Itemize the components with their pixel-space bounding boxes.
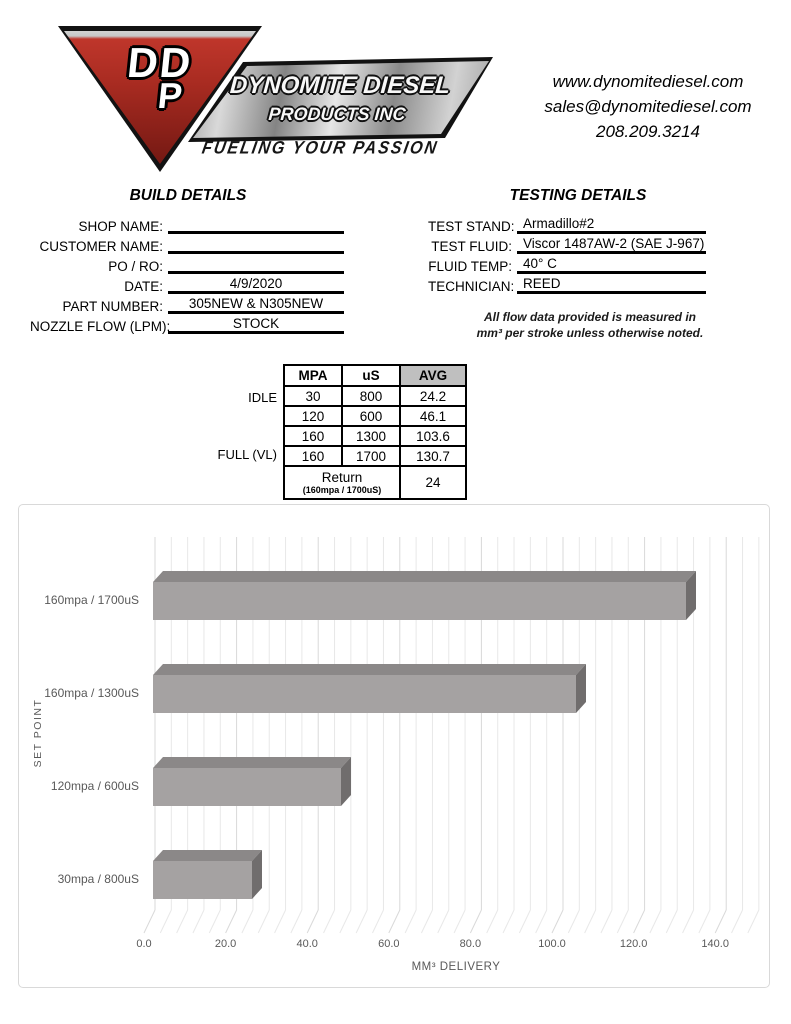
chart-bar-top-face [153,664,586,675]
row-label-idle: IDLE [248,390,277,405]
chart-x-tick: 0.0 [136,938,152,950]
chart-x-tick: 60.0 [378,938,400,950]
detail-row [428,254,728,274]
flow-table [283,364,467,500]
cell-avg: 130.7 [400,446,466,466]
chart-y-axis-label: SET POINT [32,698,44,768]
date-field: 4/9/2020 [168,276,344,294]
flow-table-section [217,364,467,500]
shop-name-label: SHOP NAME: [78,219,163,234]
return-label: Return [321,470,363,485]
chart-category-label: 30mpa / 800uS [57,872,139,886]
chart-x-tick: 120.0 [619,938,648,950]
table-row [284,406,466,426]
fluid-temp-label: FLUID TEMP: [428,259,512,274]
testing-details-title: TESTING DETAILS [509,187,647,204]
detail-row [428,214,728,234]
detail-row [30,254,346,274]
table-row [284,426,466,446]
table-row [284,446,466,466]
flow-table-row-labels [217,364,283,500]
logo-letter-p: P [155,75,185,116]
cell-mpa: 160 [284,446,342,466]
contact-website: www.dynomitediesel.com [552,72,744,91]
contact-email: sales@dynomitediesel.com [544,97,752,116]
detail-row [30,294,346,314]
header-us: uS [342,365,400,386]
return-sublabel: (160mpa / 1700uS) [302,485,382,495]
contact-phone: 208.209.3214 [596,122,700,141]
delivery-chart [18,504,770,988]
return-avg-cell: 24 [400,466,466,499]
cell-mpa: 160 [284,426,342,446]
flow-table-header-row [284,365,466,386]
table-return-row [284,466,466,499]
part-number-label: PART NUMBER: [62,299,163,314]
test-stand-label: TEST STAND: [428,219,515,234]
build-details-section [30,187,346,334]
chart-bar-top-face [153,571,696,582]
logo-company-suffix: PRODUCTS INC [267,104,407,124]
header-avg: AVG [400,365,466,386]
po-ro-label: PO / RO: [108,259,163,274]
test-fluid-label: TEST FLUID: [431,239,512,254]
nozzle-flow-field: STOCK [168,316,344,334]
chart-bar-top-face [153,850,262,861]
chart-bar [153,582,686,620]
logo-company-name: DYNOMITE DIESEL [229,72,452,99]
detail-row [30,234,346,254]
technician-field: REED [517,276,706,294]
chart-bar [153,675,576,713]
cell-avg: 24.2 [400,386,466,406]
cell-us: 1700 [342,446,400,466]
detail-row [30,214,346,234]
detail-row [428,274,728,294]
flow-data-note: All flow data provided is measured in mm³ per stroke unless otherwise noted. [476,310,704,340]
chart-x-tick: 40.0 [296,938,318,950]
chart-category-label: 120mpa / 600uS [50,779,139,793]
customer-name-label: CUSTOMER NAME: [39,239,163,254]
detail-row [428,234,728,254]
cell-mpa: 30 [284,386,342,406]
cell-mpa: 120 [284,406,342,426]
cell-avg: 103.6 [400,426,466,446]
chart-bar [153,861,252,899]
chart-x-tick: 80.0 [459,938,482,950]
contact-info [515,69,781,144]
row-label-full-vl: FULL (VL) [217,447,277,462]
test-fluid-field: Viscor 1487AW-2 (SAE J-967) [517,236,706,254]
chart-category-label: 160mpa / 1700uS [44,593,139,607]
date-label: DATE: [124,279,163,294]
cell-us: 1300 [342,426,400,446]
test-stand-field: Armadillo#2 [517,216,706,234]
table-row [284,386,466,406]
chart-x-axis-label: MM³ DELIVERY [411,961,501,973]
chart-x-tick: 140.0 [701,938,729,950]
chart-x-tick: 20.0 [214,938,237,950]
technician-label: TECHNICIAN: [428,279,515,294]
cell-avg: 46.1 [400,406,466,426]
chart-category-label: 160mpa / 1300uS [44,686,139,700]
logo-tagline: FUELING YOUR PASSION [200,138,440,158]
fluid-temp-field: 40° C [517,256,706,274]
build-details-title: BUILD DETAILS [129,187,247,204]
header-mpa: MPA [284,365,342,386]
part-number-field: 305NEW & N305NEW [168,296,344,314]
chart-plot [19,505,769,987]
chart-x-tick: 100.0 [538,938,566,950]
nozzle-flow-label: NOZZLE FLOW (LPM): [30,319,171,334]
detail-row [30,314,346,334]
cell-us: 800 [342,386,400,406]
cell-us: 600 [342,406,400,426]
detail-row [30,274,346,294]
customer-name-field [168,236,344,254]
po-ro-field [168,256,344,274]
testing-details-section [428,187,728,341]
chart-bar-top-face [153,757,351,768]
chart-bar [153,768,341,806]
return-cell [284,466,400,499]
logo-letters-dd: DD [125,39,195,86]
shop-name-field [168,216,344,234]
